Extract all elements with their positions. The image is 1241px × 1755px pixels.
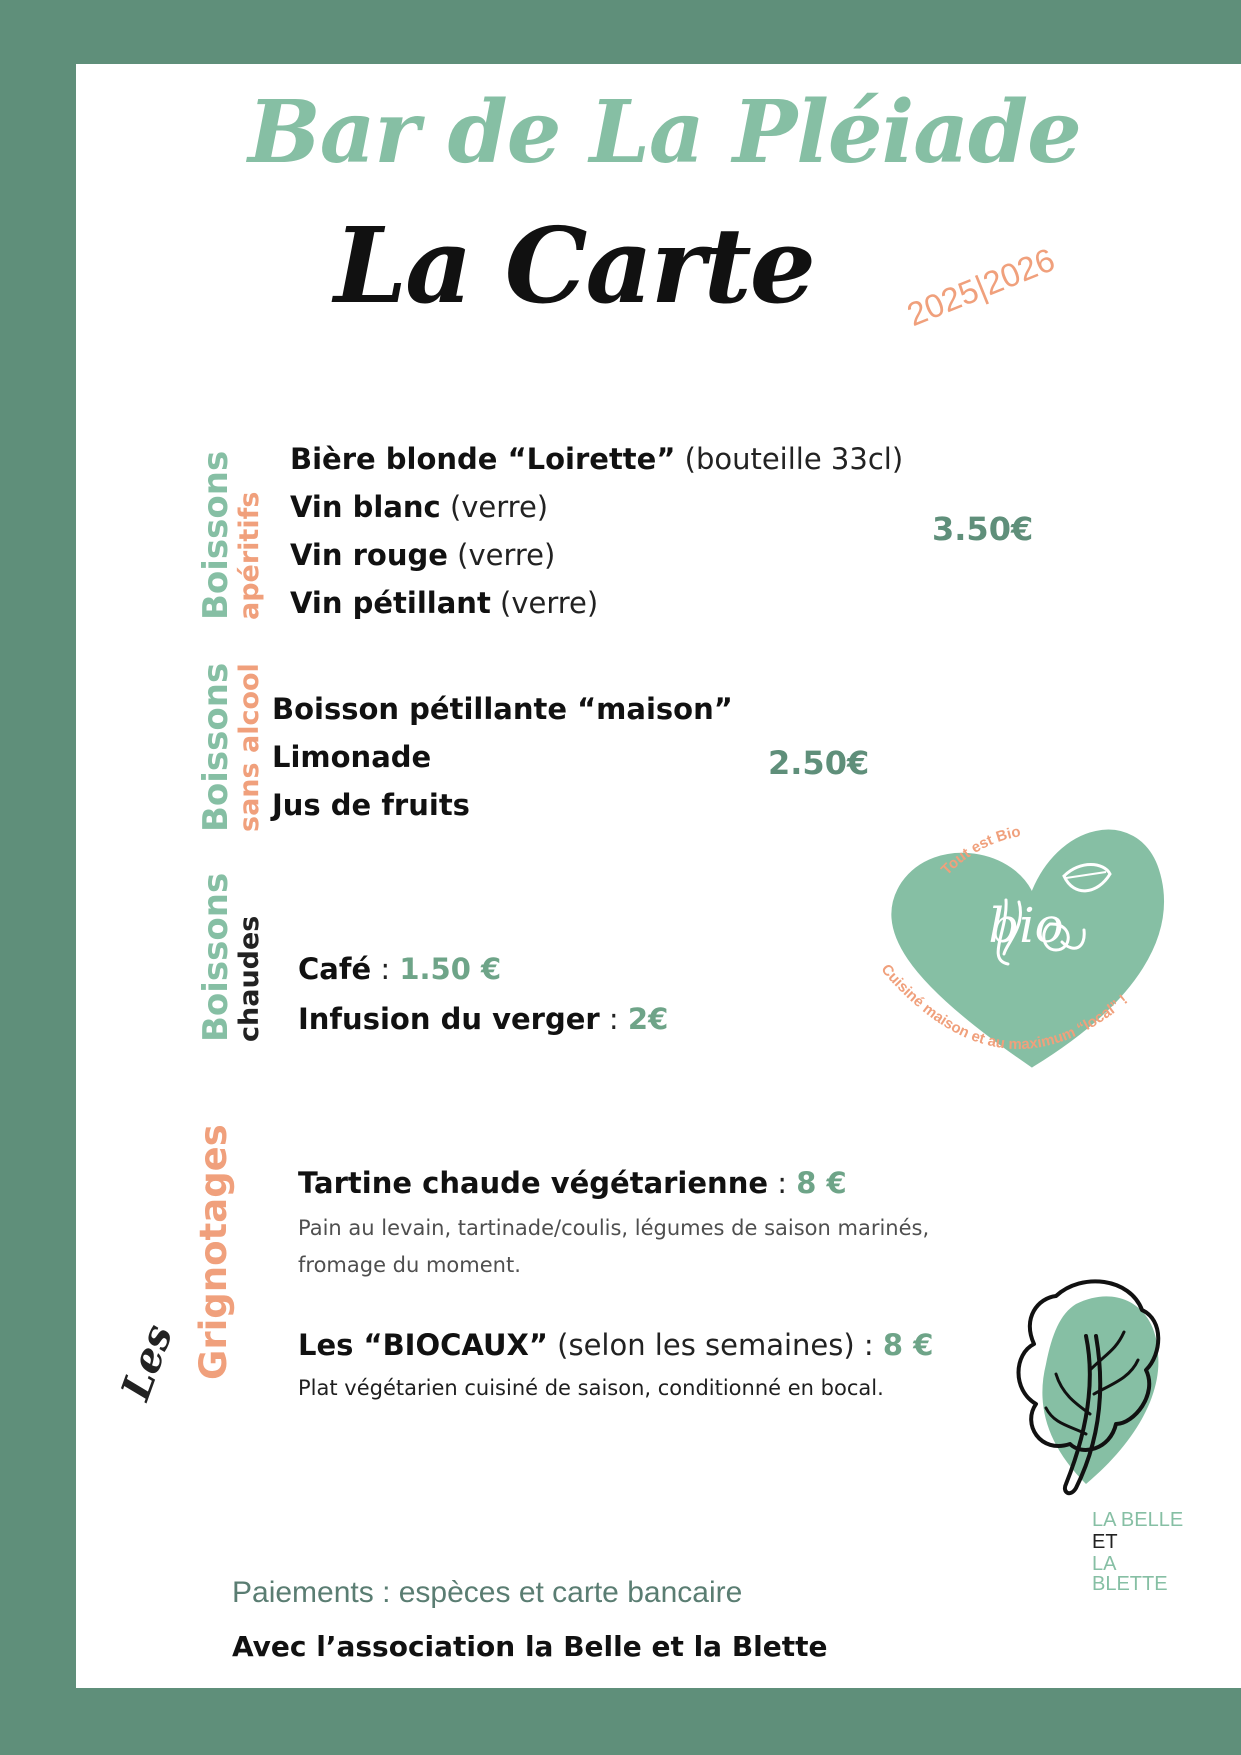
- item-description: Plat végétarien cuisiné de saison, conditionné en bocal.: [298, 1376, 884, 1400]
- badge-top-text: Tout est Bio: [937, 823, 1022, 879]
- brand-line-2: ET: [1092, 1531, 1118, 1553]
- badge-center-text: bio: [988, 898, 1064, 954]
- item-description: Pain au levain, tartinade/coulis, légumes de saison marinés, fromage du moment.: [298, 1216, 930, 1277]
- section-label-aperitifs-bottom: apéritifs: [234, 491, 265, 620]
- bar-name: Bar de La Pléiade: [248, 82, 1081, 183]
- bio-badge: [836, 764, 1236, 1124]
- menu-item: Infusion du verger : 2€: [298, 1002, 669, 1036]
- section-label-sans-alcool-bottom: sans alcool: [234, 663, 265, 832]
- brand-line-3: LA BLETTE: [1092, 1553, 1168, 1595]
- section-label-chaudes-top: Boissons: [196, 872, 236, 1042]
- section-label-les: Les: [112, 1318, 183, 1407]
- brand-line-1: LA BELLE: [1092, 1509, 1184, 1531]
- menu-item: Jus de fruits: [272, 788, 470, 822]
- bio-heart-icon: [836, 764, 1236, 1124]
- section-price: 3.50€: [932, 510, 1034, 548]
- menu-item: Les “BIOCAUX” (selon les semaines) : 8 €: [298, 1328, 934, 1362]
- badge-bottom-text: Cuisiné maison et au maximum “local” !: [877, 960, 1132, 1054]
- section-price: 2.50€: [768, 744, 870, 782]
- payments-info: Paiements : espèces et carte bancaire: [232, 1576, 743, 1609]
- menu-item: Bière blonde “Loirette” (bouteille 33cl): [290, 442, 904, 476]
- association-credit: Avec l’association la Belle et la Blette: [232, 1630, 828, 1663]
- season-year: 2025|2026: [901, 240, 1060, 334]
- section-label-grignotages: Grignotages: [192, 1124, 235, 1380]
- menu-item: Tartine chaude végétarienne : 8 €: [298, 1166, 847, 1200]
- page-title: La Carte: [334, 204, 814, 327]
- menu-item: Limonade: [272, 740, 432, 774]
- brand-logo: [1006, 1274, 1196, 1594]
- menu-item: Vin blanc (verre): [290, 490, 549, 524]
- chard-leaf-icon: [1006, 1274, 1196, 1504]
- menu-item: Café : 1.50 €: [298, 952, 502, 986]
- section-label-sans-alcool-top: Boissons: [196, 662, 236, 832]
- menu-item: Vin rouge (verre): [290, 538, 556, 572]
- menu-page: [76, 64, 1241, 1688]
- section-label-chaudes-bottom: chaudes: [234, 915, 265, 1042]
- menu-item: Vin pétillant (verre): [290, 586, 599, 620]
- menu-item: Boisson pétillante “maison”: [272, 692, 733, 726]
- section-label-aperitifs-top: Boissons: [196, 450, 236, 620]
